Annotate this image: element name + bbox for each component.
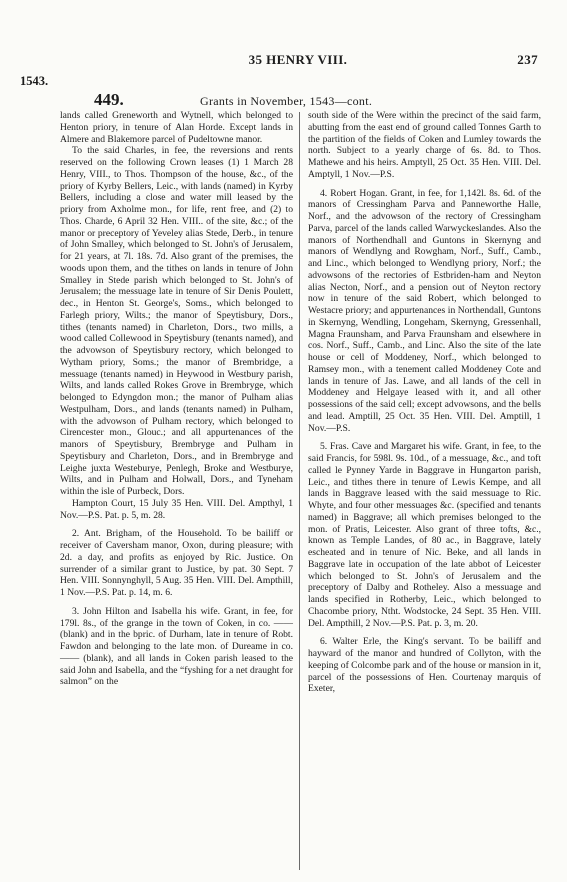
paragraph: lands called Greneworth and Wytnell, which belonged to Henton priory, in tenure of Alan Horde. Except lands in Almere and Blakemore parcel of Pudeltowne manor. (60, 110, 293, 145)
page-number: 237 (517, 52, 538, 67)
paragraph: To the said Charles, in fee, the reversions and rents reserved on the following Crown leases (1) 1 March 28 Henry, VIII., to Thos. Thompson of the house, &c., of the priory of Kyrby Bellers, Leic., with lands (named) in Kyrby Bellers, including a close and water mill leased by the priory from Axholme mon., for life, rent free, and (2) to Thos. Charde, 6 April 32 Hen. VIII.. of the site, &c.; of the manor or preceptory of Yeveley alias Stede, Derb., in tenure of John Smalley, which belonged to St. John's of Jerusalem, for 21 years, at 7l. 18s. 7d. Also grant of the premises, the woods upon them, and the tithes on lands in tenure of John Smalley in Stede parish which belonged to St. John's of Jerusalem; the messuage late in tenure of Sir Denis Poulett, dec., in Henton St. George's, Soms., which belonged to Farlegh priory, Wilts.; the manor of Speytisbury, Dors., tithes (tenants named) in Charleton, Dors., two mills, a wood called Collewood in Speytisbury (tenants named), and the advowson of Speytisbury rectory, which belonged to Wytham priory, Soms.; the manor of Brembridge, a messuage (tenants named) in Heywood in Westbury parish, Wilts, and lands called Rokes Grove in Brembryge, which belonged to Edyngdon mon.; the manor of Pulham alias Westpulham, Dors., and lands (tenants named) in Pulham, with the advowson of Pulham rectory, which belonged to Cirencester mon., Glouc.; and all appurtenances of the manors of Speytisbury, Brembryge and Pulham in Speytisbury and Charleton, Dors., and in Brembryge and Leighe juxta Westeburye, Penlegh, Broke and Westburye, Wilts, and in Pulham and Holwall, Dors., and Tyneham within the isle of Purbeck, Dors. (60, 145, 293, 497)
section-title: Grants in November, 1543—cont. (200, 94, 373, 108)
document-number: 449. (94, 90, 124, 109)
entry-paragraph: 6. Walter Erle, the King's servant. To be bailiff and hayward of the manor and hundred of Collyton, with the keeping of Colcombe park and of the house or mansion in it, parcel of the possessions of Hen. Courtenay marquis of Exeter, (308, 636, 541, 695)
running-title: 35 HENRY VIII. (248, 52, 348, 67)
entry-paragraph: 3. John Hilton and Isabella his wife. Grant, in fee, for 179l. 8s., of the grange in the town of Coken, in co. —— (blank) and in the bpric. of Durham, late in tenure of Robt. Fawdon and belonging to the late mon. of Dureame in co. —— (blank), and all lands in Coken parish leased to the said John and Isabella, and the “fyshing for a net draught for salmon” on the (60, 605, 293, 688)
paragraph: south side of the Were within the precinct of the said farm, abutting from the east end of ground called Tonnes Garth to the partition of the fields of Coken and Lumley towards the north. Subject to a yearly charge of 6s. 8d. to Thos. Mathewe and his heirs. Amptyll, 25 Oct. 35 Hen. VIII. Del. Amptyll, 1 Nov.—P.S. (308, 110, 541, 180)
year-marker: 1543. (20, 74, 49, 88)
entry-paragraph: 4. Robert Hogan. Grant, in fee, for 1,142l. 8s. 6d. of the manors of Cressingham Parva and Panneworthe Halle, Norf., and the advowson of the rectory of Cressingham Parva, parcel of the lands called Warwyckeslandes. Also the manors of Northendhall and Guntons in Skernyng and manors of Wendlyng and Rowgham, Norf., Suff., Camb., and Linc., which belonged to Wendlyng priory, Norf.; the advowsons of the rectories of Estbriden-ham and Neyton alias Necton, Norf., and a pension out of Neyton rectory now in tenure of the said Robert, which belonged to Westacre priory; and appurtenances in Northendall, Guntons in Skernyng, Wendling, Longeham, Skernyng, Gressenhall, Magna Fraunsham, and Parva Fraunsham and elsewhere in cos. Norf., Suff., Camb., and Linc. Also the site of the late house or cell of Moddeney, Norf., which belonged to Ramsey mon., with a tenement called Moddeney Cote and lands in tenure of Jas. Lawe, and all lands of the cell in Moddeney and Helgaye leased with it, and all other possessions of the said cell; except advowsons, and the bells and lead. Amptill, 25 Oct. 35 Hen. VIII. Del. Amptill, 1 Nov.—P.S. (308, 187, 541, 434)
paragraph: Hampton Court, 15 July 35 Hen. VIII. Del. Ampthyl, 1 Nov.—P.S. Pat. p. 5, m. 28. (60, 497, 293, 521)
column-divider (299, 112, 300, 870)
entry-paragraph: 5. Fras. Cave and Margaret his wife. Grant, in fee, to the said Francis, for 598l. 9s. 10d., of a messuage, &c., and toft called le Pynney Yarde in Baggrave in Hungarton parish, Leic., and tithes there in tenure of Lewis Kempe, and all lands in Baggrave leased with the said messuage to Ric. Whyte, and four other messuages &c. (specified and tenants named) in Baggrave; all which premises belonged to the mon. of Pratis, Leicester. Also grant of three tofts, &c., known as Temple Landes, of 80 ac., in Baggrave, lately escheated and in tenure of Nic. Beke, and all lands in Baggrave late in occupation of the late abbot of Leicester which belonged to St. John's of Jerusalem and the preceptory of Dalby and Rotheley. Also a messuage and lands specified in Rotherby, Leic., which belonged to Chacombe priory, Ntht. Wodstocke, 24 Sept. 35 Hen. VIII. Del. Ampthill, 2 Nov.—P.S. Pat. p. 3, m. 20. (308, 441, 541, 629)
left-column (60, 110, 293, 688)
entry-paragraph: 2. Ant. Brigham, of the Household. To be bailiff or receiver of Caversham manor, Oxon, during pleasure; with 2d. a day, and profits as enjoyed by Ric. Justice. On surrender of a similar grant to Justice, by pat. 30 Sept. 7 Hen. VIII. Sonnynghyll, 5 Aug. 35 Hen. VIII. Del. Ampthill, 1 Nov.—P.S. Pat. p. 14, m. 6. (60, 528, 293, 598)
right-column (308, 110, 541, 695)
